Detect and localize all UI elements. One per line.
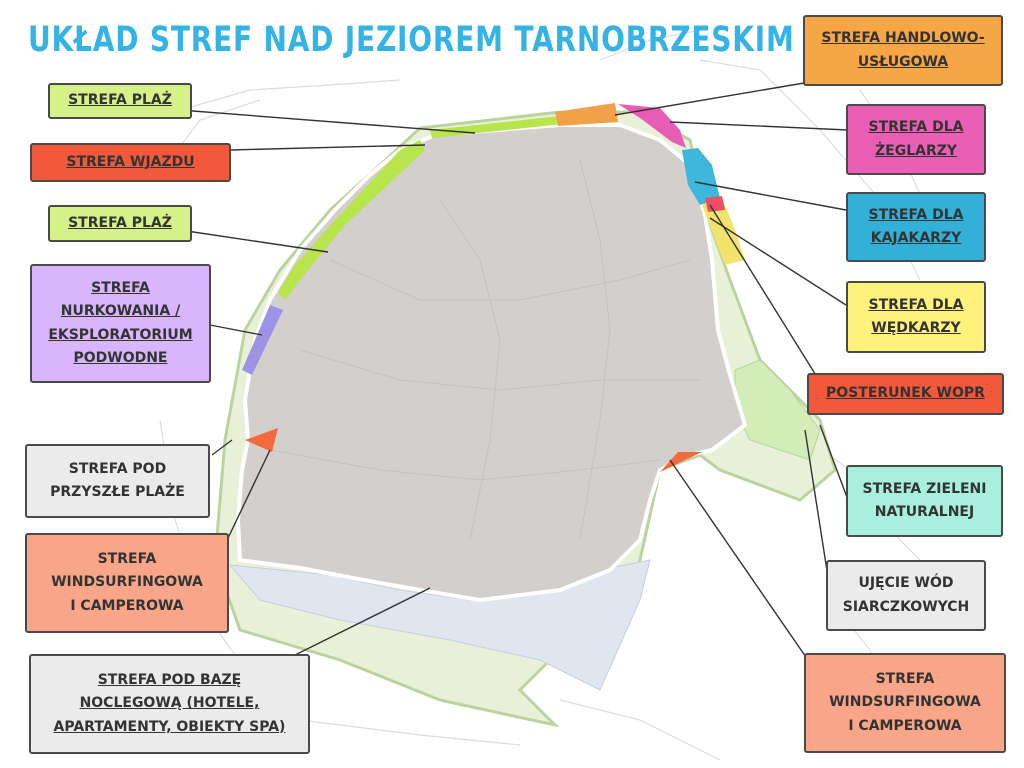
label-accommodation-zone: STREFA POD BAZĘ NOCLEGOWĄ (HOTELE, APARTAMENTY, OBIEKTY SPA) [29,654,310,754]
label-windsurf-zone-west: STREFA WINDSURFINGOWA I CAMPEROWA [25,533,229,633]
label-natural-greenery-zone: STREFA ZIELENI NATURALNEJ [846,465,1003,537]
label-wopr-post: POSTERUNEK WOPR [807,373,1004,415]
page-title: UKŁAD STREF NAD JEZIOREM TARNOBRZESKIM [28,20,795,60]
label-windsurf-zone-east: STREFA WINDSURFINGOWA I CAMPEROWA [804,653,1006,753]
label-anglers-zone: STREFA DLA WĘDKARZY [846,281,986,353]
zone-wopr [705,196,725,212]
label-sulphur-water-intake: UJĘCIE WÓD SIARCZKOWYCH [826,560,986,631]
label-commercial-zone: STREFA HANDLOWO- USŁUGOWA [803,15,1003,86]
label-future-beaches-zone: STREFA POD PRZYSZŁE PLAŻE [25,444,210,518]
label-kayak-zone: STREFA DLA KAJAKARZY [846,192,986,262]
label-diving-zone: STREFA NURKOWANIA / EKSPLORATORIUM PODWODNE [30,264,211,383]
label-sailors-zone: STREFA DLA ŻEGLARZY [846,104,986,175]
label-beach-zone-north: STREFA PLAŻ [48,83,192,119]
label-entry-zone: STREFA WJAZDU [30,143,231,182]
label-beach-zone-west: STREFA PLAŻ [48,205,192,242]
